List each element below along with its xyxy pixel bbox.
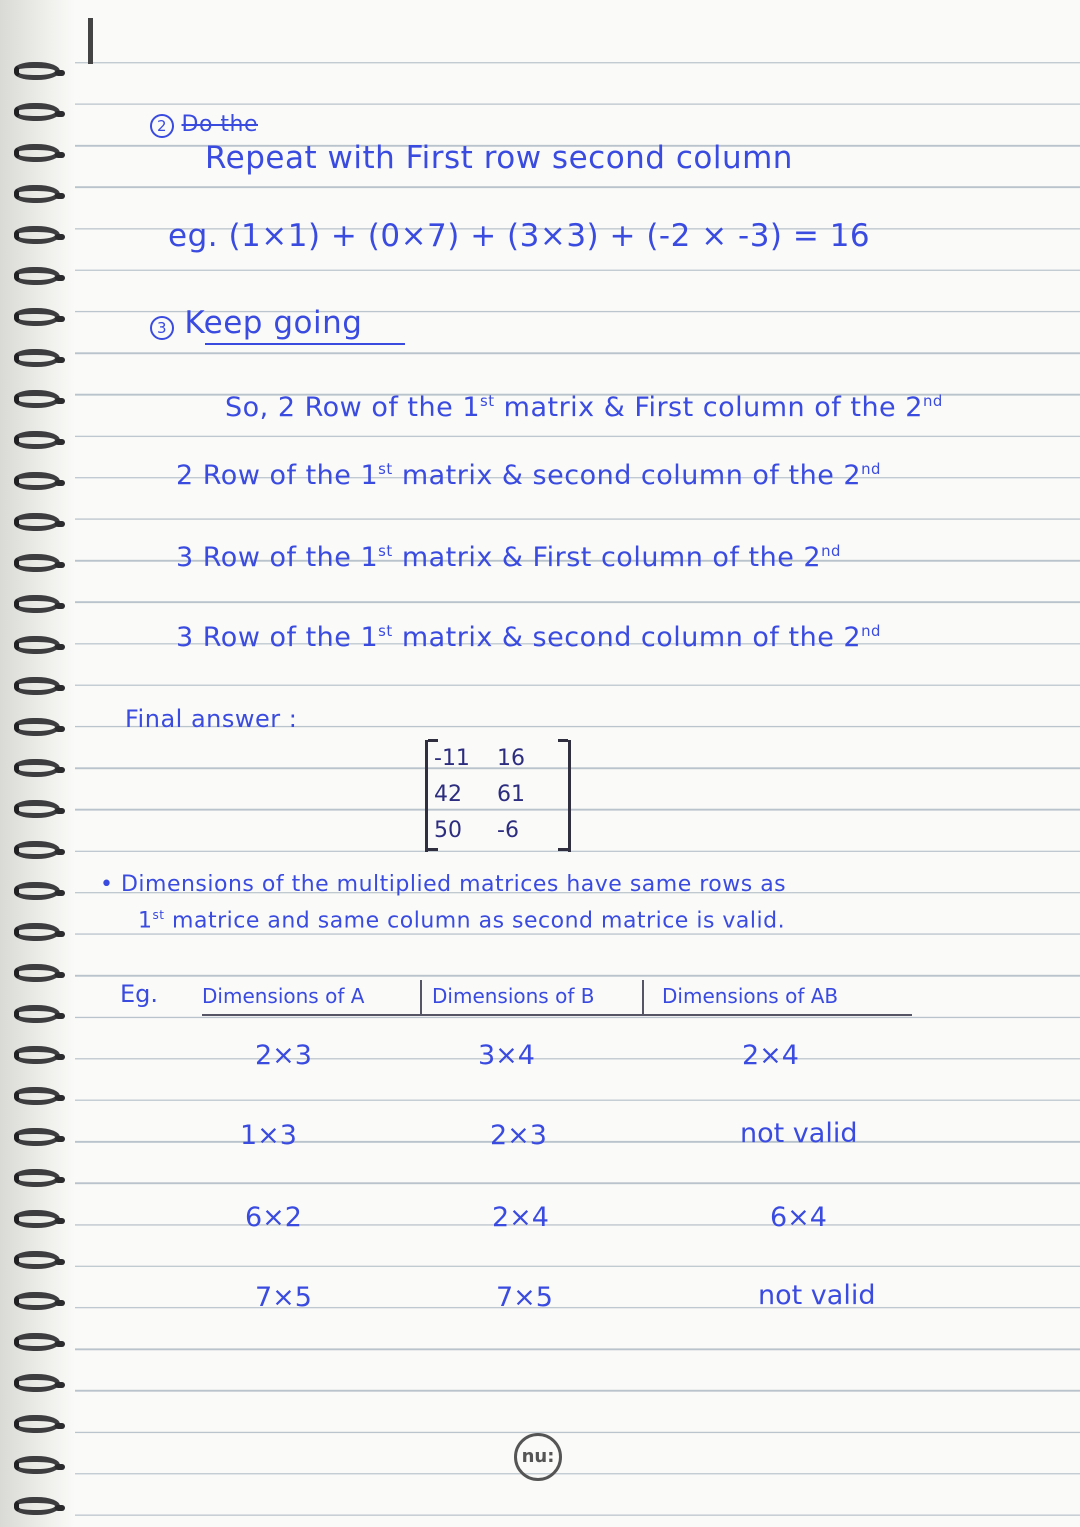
- step3-number: 3: [150, 316, 174, 340]
- table-cell: 6×4: [770, 1202, 827, 1233]
- step3-underline: [205, 343, 405, 345]
- matrix-row: [434, 818, 560, 843]
- line3-sup-st: st: [378, 542, 393, 560]
- header-dimensions-b: Dimensions of B: [432, 984, 595, 1008]
- column-divider: [420, 980, 422, 1016]
- line2-sup-nd: nd: [861, 460, 881, 478]
- spiral-ring: [14, 390, 60, 408]
- spiral-ring: [14, 267, 60, 285]
- spiral-ring: [14, 1374, 60, 1392]
- line1-sup-st: st: [480, 392, 495, 410]
- row-column-line-1: [225, 392, 943, 423]
- table-cell: not valid: [758, 1280, 876, 1311]
- matrix-cell: 42: [434, 782, 462, 807]
- spiral-ring: [14, 677, 60, 695]
- spiral-ring: [14, 472, 60, 490]
- spiral-ring: [14, 513, 60, 531]
- spiral-ring: [14, 1046, 60, 1064]
- matrix-cell: 61: [497, 782, 525, 807]
- note-sup-st: st: [152, 908, 165, 922]
- step2-heading: [150, 112, 258, 138]
- line3-end: matrix & First column of the 2: [392, 542, 822, 573]
- spiral-ring: [14, 964, 60, 982]
- spiral-ring: [14, 923, 60, 941]
- spiral-ring: [14, 1087, 60, 1105]
- nu-logo: nu:: [514, 1433, 562, 1481]
- spiral-ring: [14, 595, 60, 613]
- spiral-ring: [14, 431, 60, 449]
- eg-label: Eg.: [120, 980, 159, 1008]
- step3-text: Keep going: [184, 305, 363, 341]
- spiral-ring: [14, 349, 60, 367]
- table-cell: 7×5: [496, 1282, 553, 1313]
- spiral-ring: [14, 718, 60, 736]
- line2-start: 2 Row of the 1: [176, 460, 379, 491]
- spiral-ring: [14, 1456, 60, 1474]
- line4-start: 3 Row of the 1: [176, 622, 379, 653]
- header-dimensions-a: Dimensions of A: [202, 984, 365, 1008]
- spiral-ring: [14, 1169, 60, 1187]
- line3-start: 3 Row of the 1: [176, 542, 379, 573]
- note-text: matrice and same column as second matrice is valid.: [164, 908, 786, 934]
- spiral-ring: [14, 1005, 60, 1023]
- step3-heading: [150, 305, 362, 341]
- spiral-ring: [14, 1251, 60, 1269]
- spiral-ring: [14, 1128, 60, 1146]
- header-underline: [202, 1014, 912, 1016]
- table-cell: 2×4: [492, 1202, 549, 1233]
- matrix-row: [434, 746, 560, 771]
- table-cell: 6×2: [245, 1202, 302, 1233]
- line4-end: matrix & second column of the 2: [392, 622, 862, 653]
- spiral-ring: [14, 1210, 60, 1228]
- column-divider: [642, 980, 644, 1016]
- spiral-ring: [14, 759, 60, 777]
- matrix-cell: 16: [497, 746, 525, 771]
- row-column-line-2: [176, 460, 881, 491]
- line2-end: matrix & second column of the 2: [392, 460, 862, 491]
- step2-text: Repeat with First row second column: [205, 140, 793, 176]
- matrix-cell: -11: [434, 746, 470, 771]
- row-column-line-4: [176, 622, 881, 653]
- spiral-ring: [14, 1333, 60, 1351]
- dimension-note-line-2: [138, 908, 785, 933]
- table-cell: 7×5: [255, 1282, 312, 1313]
- table-cell: not valid: [740, 1118, 858, 1149]
- table-cell: 2×4: [742, 1040, 799, 1071]
- spiral-ring: [14, 636, 60, 654]
- spiral-ring: [14, 841, 60, 859]
- table-cell: 2×3: [490, 1120, 547, 1151]
- spiral-ring: [14, 800, 60, 818]
- struck-text: Do the: [181, 112, 258, 137]
- matrix-cell: 50: [434, 818, 462, 843]
- table-cell: 1×3: [240, 1120, 297, 1151]
- line4-sup-nd: nd: [861, 622, 881, 640]
- table-cell: 3×4: [478, 1040, 535, 1071]
- line3-sup-nd: nd: [821, 542, 841, 560]
- spiral-ring: [14, 308, 60, 326]
- final-answer-label: Final answer :: [125, 705, 298, 733]
- margin-mark: [88, 18, 93, 64]
- spiral-ring: [14, 554, 60, 572]
- table-cell: 2×3: [255, 1040, 312, 1071]
- spiral-ring: [14, 1415, 60, 1433]
- matrix-cell: -6: [497, 818, 519, 843]
- example-equation: eg. (1×1) + (0×7) + (3×3) + (-2 × -3) = 16: [168, 218, 871, 254]
- line1-sup-nd: nd: [922, 392, 943, 410]
- line4-sup-st: st: [378, 622, 393, 640]
- spiral-ring: [14, 226, 60, 244]
- spiral-ring: [14, 185, 60, 203]
- dimension-note-line-1: • Dimensions of the multiplied matrices have same rows as: [100, 872, 787, 897]
- line1-end: matrix & First column of the 2: [494, 392, 923, 423]
- spiral-ring: [14, 62, 60, 80]
- note-ordinal: 1: [138, 908, 153, 934]
- spiral-ring: [14, 144, 60, 162]
- spiral-ring: [14, 882, 60, 900]
- row-column-line-3: [176, 542, 841, 573]
- spiral-ring: [14, 1292, 60, 1310]
- spiral-ring: [14, 103, 60, 121]
- result-matrix: [425, 740, 571, 852]
- line2-sup-st: st: [378, 460, 393, 478]
- header-dimensions-ab: Dimensions of AB: [662, 984, 839, 1008]
- matrix-row: [434, 782, 560, 807]
- step2-number: 2: [150, 114, 174, 138]
- line1-start: So, 2 Row of the 1: [225, 392, 480, 423]
- spiral-ring: [14, 1497, 60, 1515]
